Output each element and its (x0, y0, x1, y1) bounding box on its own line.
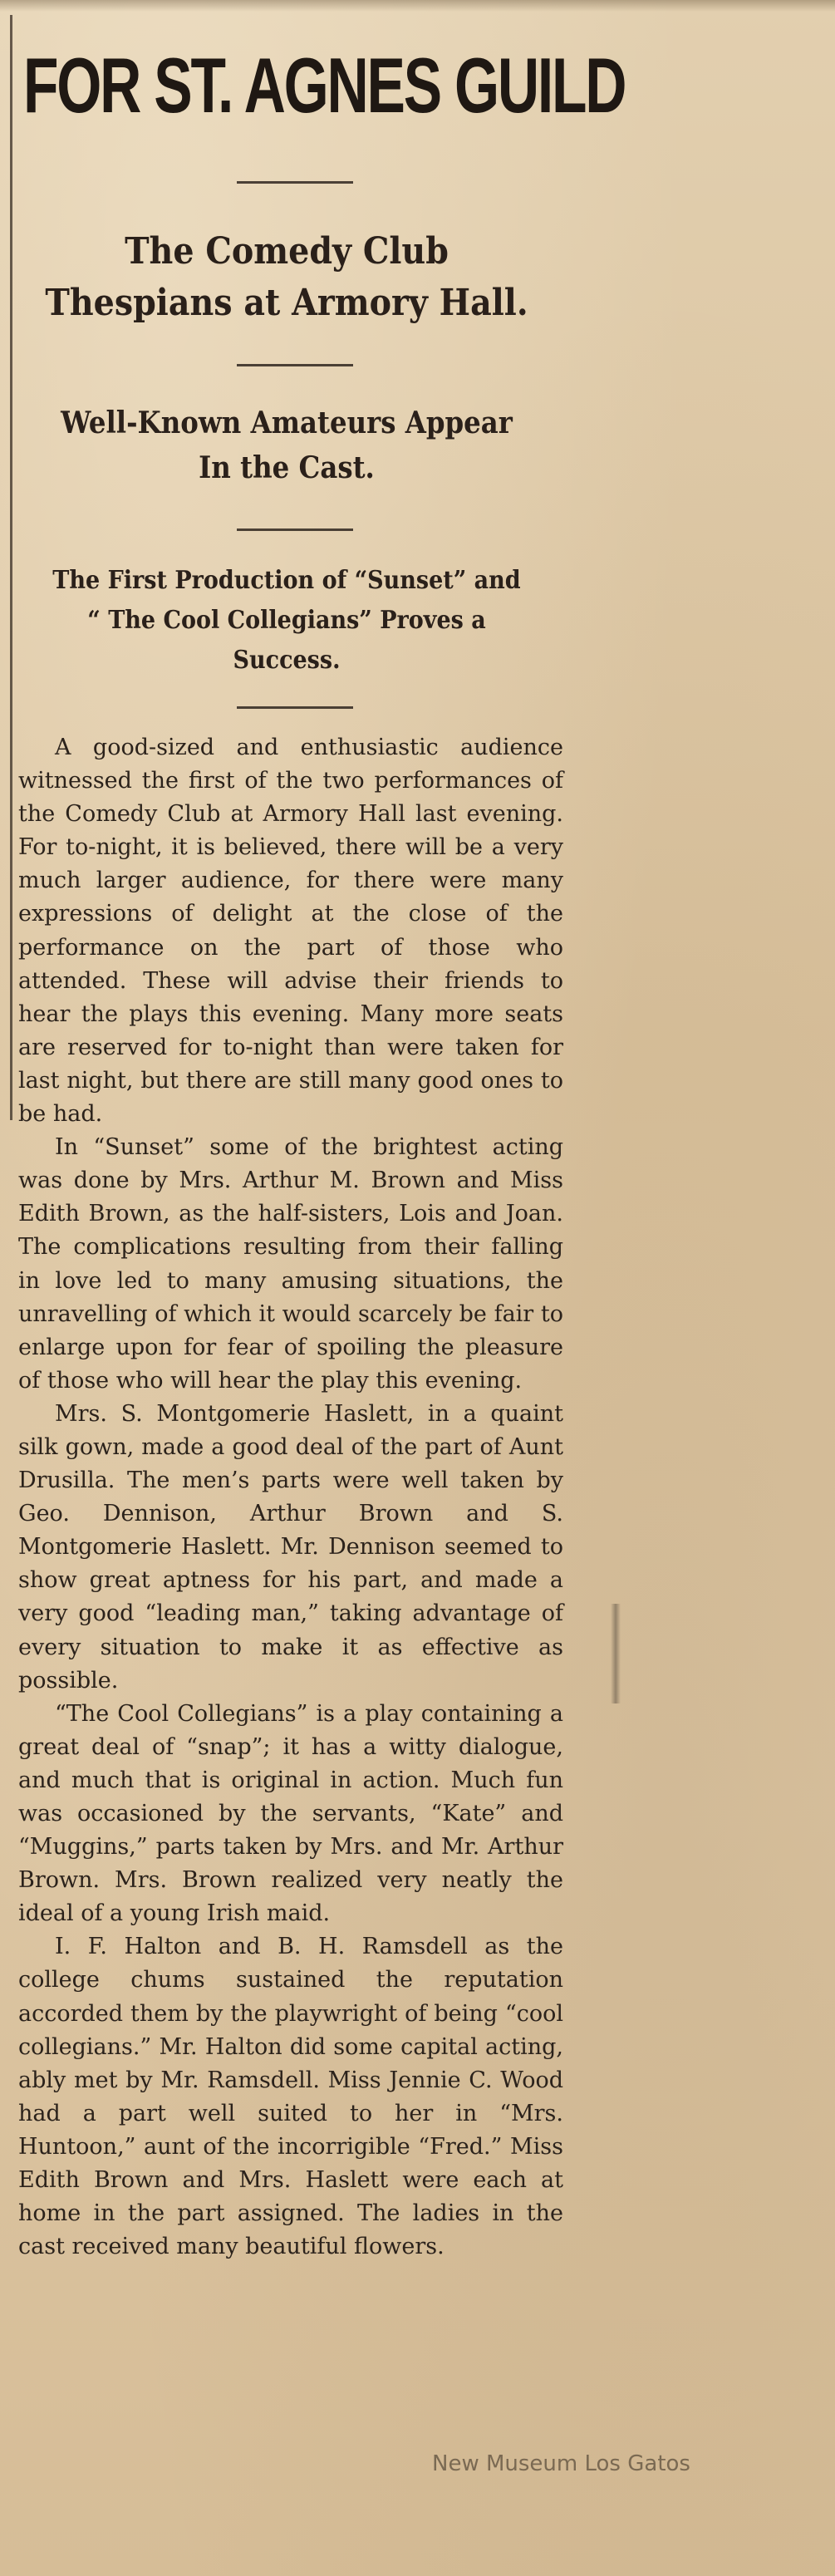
headline: FOR ST. AGNES GUILD (23, 42, 626, 129)
paragraph: In “Sunset” some of the brightest acting was done by Mrs. Arthur M. Brown and Miss Edith Brown, as the half-sisters, Lois and Joan. The complications resulting from their falling in love led to many amusing situations, the unravelling of which it would scarcely be fair to enlarge upon for fear of spoiling the pleasure of those who will hear the play this evening. (18, 1134, 563, 1394)
paper-stain (611, 1604, 621, 1703)
divider-rule (237, 181, 353, 184)
deck-subhead-2: Well-Known Amateurs Appear In the Cast. (61, 406, 513, 485)
divider-rule (237, 528, 353, 531)
paragraph: I. F. Halton and B. H. Ramsdell as the college chums sustained the reputation accorded them by the playwright of being “cool collegians.” Mr. Halton did some capital acting, ably met by Mr. Ramsdell. Miss Jennie C. Wood had a part well suited to her in “Mrs. Huntoon,” aunt of the incorrigible “Fred.” Miss Edith Brown and Mrs. Haslett were each at home in the part assigned. The ladies in the cast received many beautiful flowers. (18, 1934, 563, 2260)
paper-top-edge (0, 0, 835, 12)
column-rule (10, 15, 12, 1120)
deck-subhead-1: The Comedy Club Thespians at Armory Hall. (45, 230, 528, 324)
watermark: New Museum Los Gatos (432, 2451, 690, 2476)
paragraph: A good-sized and enthusiastic audience witnessed the first of the two performances of the Comedy Club at Armory Hall last evening. For to-night, it is believed, there will be a very much larger audience, for there were many expressions of delight at the close of the performance on the part of those who attended. These will advise their friends to hear the plays this evening. Many more seats are reserved for to-night than were taken for last night, but there are still many good ones to be had. (18, 735, 563, 1128)
deck-subhead-3: The First Production of “Sunset” and “ The Cool Collegians” Proves a Success. (52, 566, 521, 675)
paragraph: Mrs. S. Montgomerie Haslett, in a quaint silk gown, made a good deal of the part of Aunt Drusilla. The men’s parts were well taken by Geo. Dennison, Arthur Brown and S. Montgomerie Haslett. Mr. Dennison seemed to show great aptness for his part, and made a very good “leading man,” taking advantage of every situation to make it as effective as possible. (18, 1400, 563, 1694)
article-body (18, 731, 563, 2264)
divider-rule (237, 364, 353, 366)
divider-rule (237, 706, 353, 709)
paragraph: “The Cool Collegians” is a play containing a great deal of “snap”; it has a witty dialogue, and much that is original in action. Much fun was occasioned by the servants, “Kate” and “Muggins,” parts taken by Mrs. and Mr. Arthur Brown. Mrs. Brown realized very neatly the ideal of a young Irish maid. (18, 1700, 563, 1927)
